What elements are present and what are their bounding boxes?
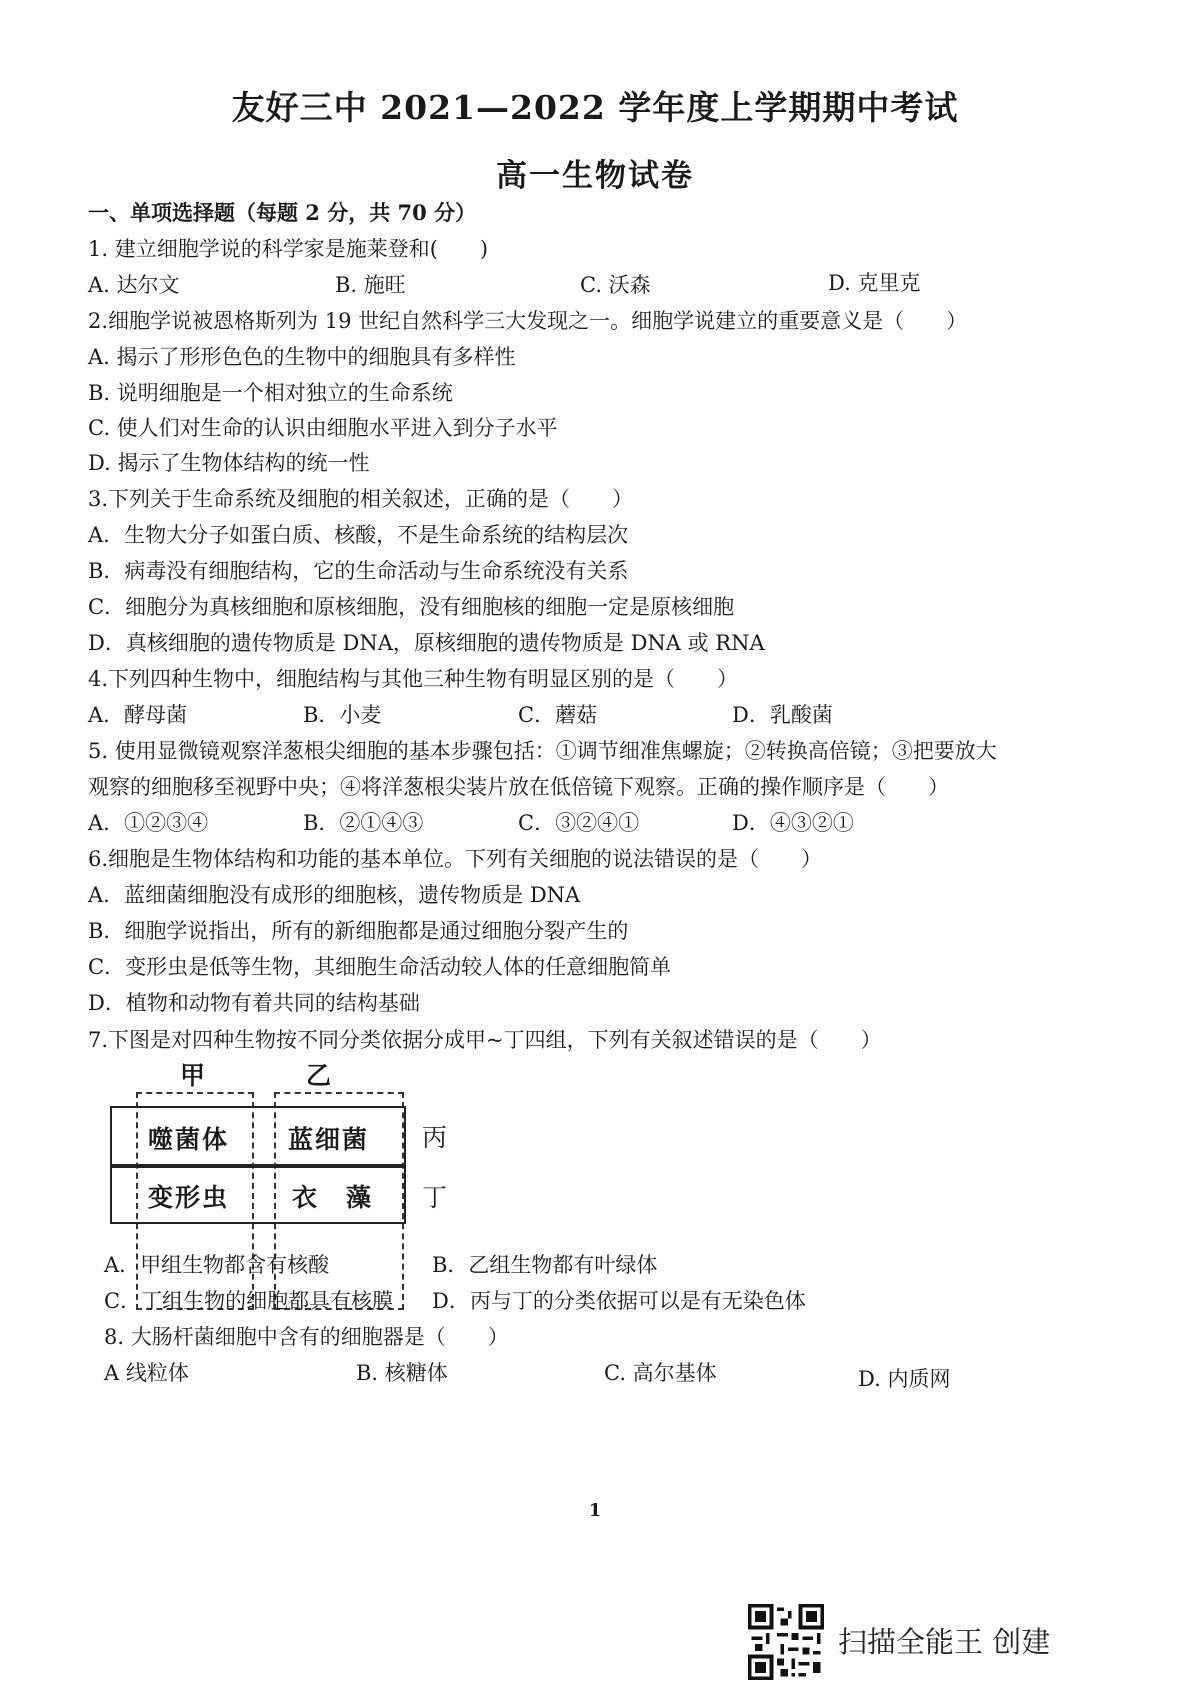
q6-option-d: D．植物和动物有着共同的结构基础 <box>88 991 420 1015</box>
q5-option-a: A．①②③④ <box>88 811 209 835</box>
q7-option-a: A．甲组生物都含有核酸 <box>104 1253 330 1277</box>
q1-option-d: D. 克里克 <box>828 271 921 295</box>
page-number: 1 <box>588 1500 602 1521</box>
q7-option-c: C．丁组生物的细胞都具有核膜 <box>104 1289 394 1313</box>
q2-option-d: D. 揭示了生物体结构的统一性 <box>88 451 370 475</box>
q1-option-b: B. 施旺 <box>335 273 406 297</box>
label-jia: 甲 <box>180 1061 206 1090</box>
q8-option-b: B. 核糖体 <box>356 1361 448 1385</box>
scanner-watermark: 扫描全能王 创建 <box>838 1625 1051 1659</box>
q4-stem: 4.下列四种生物中，细胞结构与其他三种生物有明显区别的是（ ） <box>88 667 739 691</box>
cell-bacteriophage: 噬菌体 <box>148 1125 230 1154</box>
q2-option-a: A. 揭示了形形色色的生物中的细胞具有多样性 <box>88 345 516 369</box>
q7-stem: 7.下图是对四种生物按不同分类依据分成甲~丁四组，下列有关叙述错误的是（ ） <box>88 1028 882 1052</box>
q6-option-a: A．蓝细菌细胞没有成形的细胞核，遗传物质是 DNA <box>88 883 581 907</box>
q6-stem: 6.细胞是生物体结构和功能的基本单位。下列有关细胞的说法错误的是（ ） <box>88 847 823 871</box>
q3-option-c: C．细胞分为真核细胞和原核细胞，没有细胞核的细胞一定是原核细胞 <box>88 595 735 619</box>
q4-option-d: D．乳酸菌 <box>732 703 833 727</box>
q6-option-c: C．变形虫是低等生物，其细胞生命活动较人体的任意细胞简单 <box>88 955 672 979</box>
label-bing: 丙 <box>422 1123 448 1152</box>
q3-stem: 3.下列关于生命系统及细胞的相关叙述，正确的是（ ） <box>88 487 634 511</box>
q1-option-a: A. 达尔文 <box>88 273 180 297</box>
q2-option-c: C. 使人们对生命的认识由细胞水平进入到分子水平 <box>88 416 558 440</box>
q5-option-d: D．④③②① <box>732 811 854 835</box>
exam-title: 友好三中 2021—2022 学年度上学期期中考试 <box>231 88 959 127</box>
q4-option-c: C．蘑菇 <box>518 703 598 727</box>
q4-option-b: B．小麦 <box>303 703 382 727</box>
q6-option-b: B．细胞学说指出，所有的新细胞都是通过细胞分裂产生的 <box>88 919 629 943</box>
label-yi: 乙 <box>306 1061 332 1090</box>
cell-cyanobacteria: 蓝细菌 <box>288 1125 370 1154</box>
q3-option-d: D．真核细胞的遗传物质是 DNA，原核细胞的遗传物质是 DNA 或 RNA <box>88 631 765 655</box>
exam-subtitle: 高一生物试卷 <box>496 158 694 194</box>
label-ding: 丁 <box>422 1183 448 1212</box>
q8-option-d: D. 内质网 <box>858 1367 951 1391</box>
qr-code-icon <box>748 1604 824 1680</box>
section-heading: 一、单项选择题（每题 2 分，共 70 分） <box>88 200 477 225</box>
q4-option-a: A．酵母菌 <box>88 703 188 727</box>
q5-stem-line2: 观察的细胞移至视野中央；④将洋葱根尖装片放在低倍镜下观察。正确的操作顺序是（ ） <box>88 775 949 799</box>
q3-option-b: B．病毒没有细胞结构，它的生命活动与生命系统没有关系 <box>88 559 629 583</box>
q3-option-a: A．生物大分子如蛋白质、核酸，不是生命系统的结构层次 <box>88 523 629 547</box>
q1-stem: 1. 建立细胞学说的科学家是施莱登和( ) <box>88 237 489 261</box>
q2-option-b: B. 说明细胞是一个相对独立的生命系统 <box>88 381 453 405</box>
q8-stem: 8. 大肠杆菌细胞中含有的细胞器是（ ） <box>104 1325 509 1349</box>
q5-stem-line1: 5. 使用显微镜观察洋葱根尖细胞的基本步骤包括：①调节细准焦螺旋；②转换高倍镜；③把要放大 <box>88 739 997 763</box>
q8-option-c: C. 高尔基体 <box>604 1361 717 1385</box>
q5-option-c: C．③②④① <box>518 811 640 835</box>
q5-option-b: B．②①④③ <box>303 811 424 835</box>
q7-option-d: D．丙与丁的分类依据可以是有无染色体 <box>432 1289 806 1313</box>
q1-option-c: C. 沃森 <box>580 273 651 297</box>
q7-option-b: B．乙组生物都有叶绿体 <box>432 1253 658 1277</box>
q2-stem: 2.细胞学说被恩格斯列为 19 世纪自然科学三大发现之一。细胞学说建立的重要意义是（ ） <box>88 309 968 333</box>
q8-option-a: A 线粒体 <box>104 1361 189 1385</box>
cell-amoeba: 变形虫 <box>148 1183 230 1212</box>
cell-chlamydomonas: 衣 藻 <box>292 1183 374 1212</box>
